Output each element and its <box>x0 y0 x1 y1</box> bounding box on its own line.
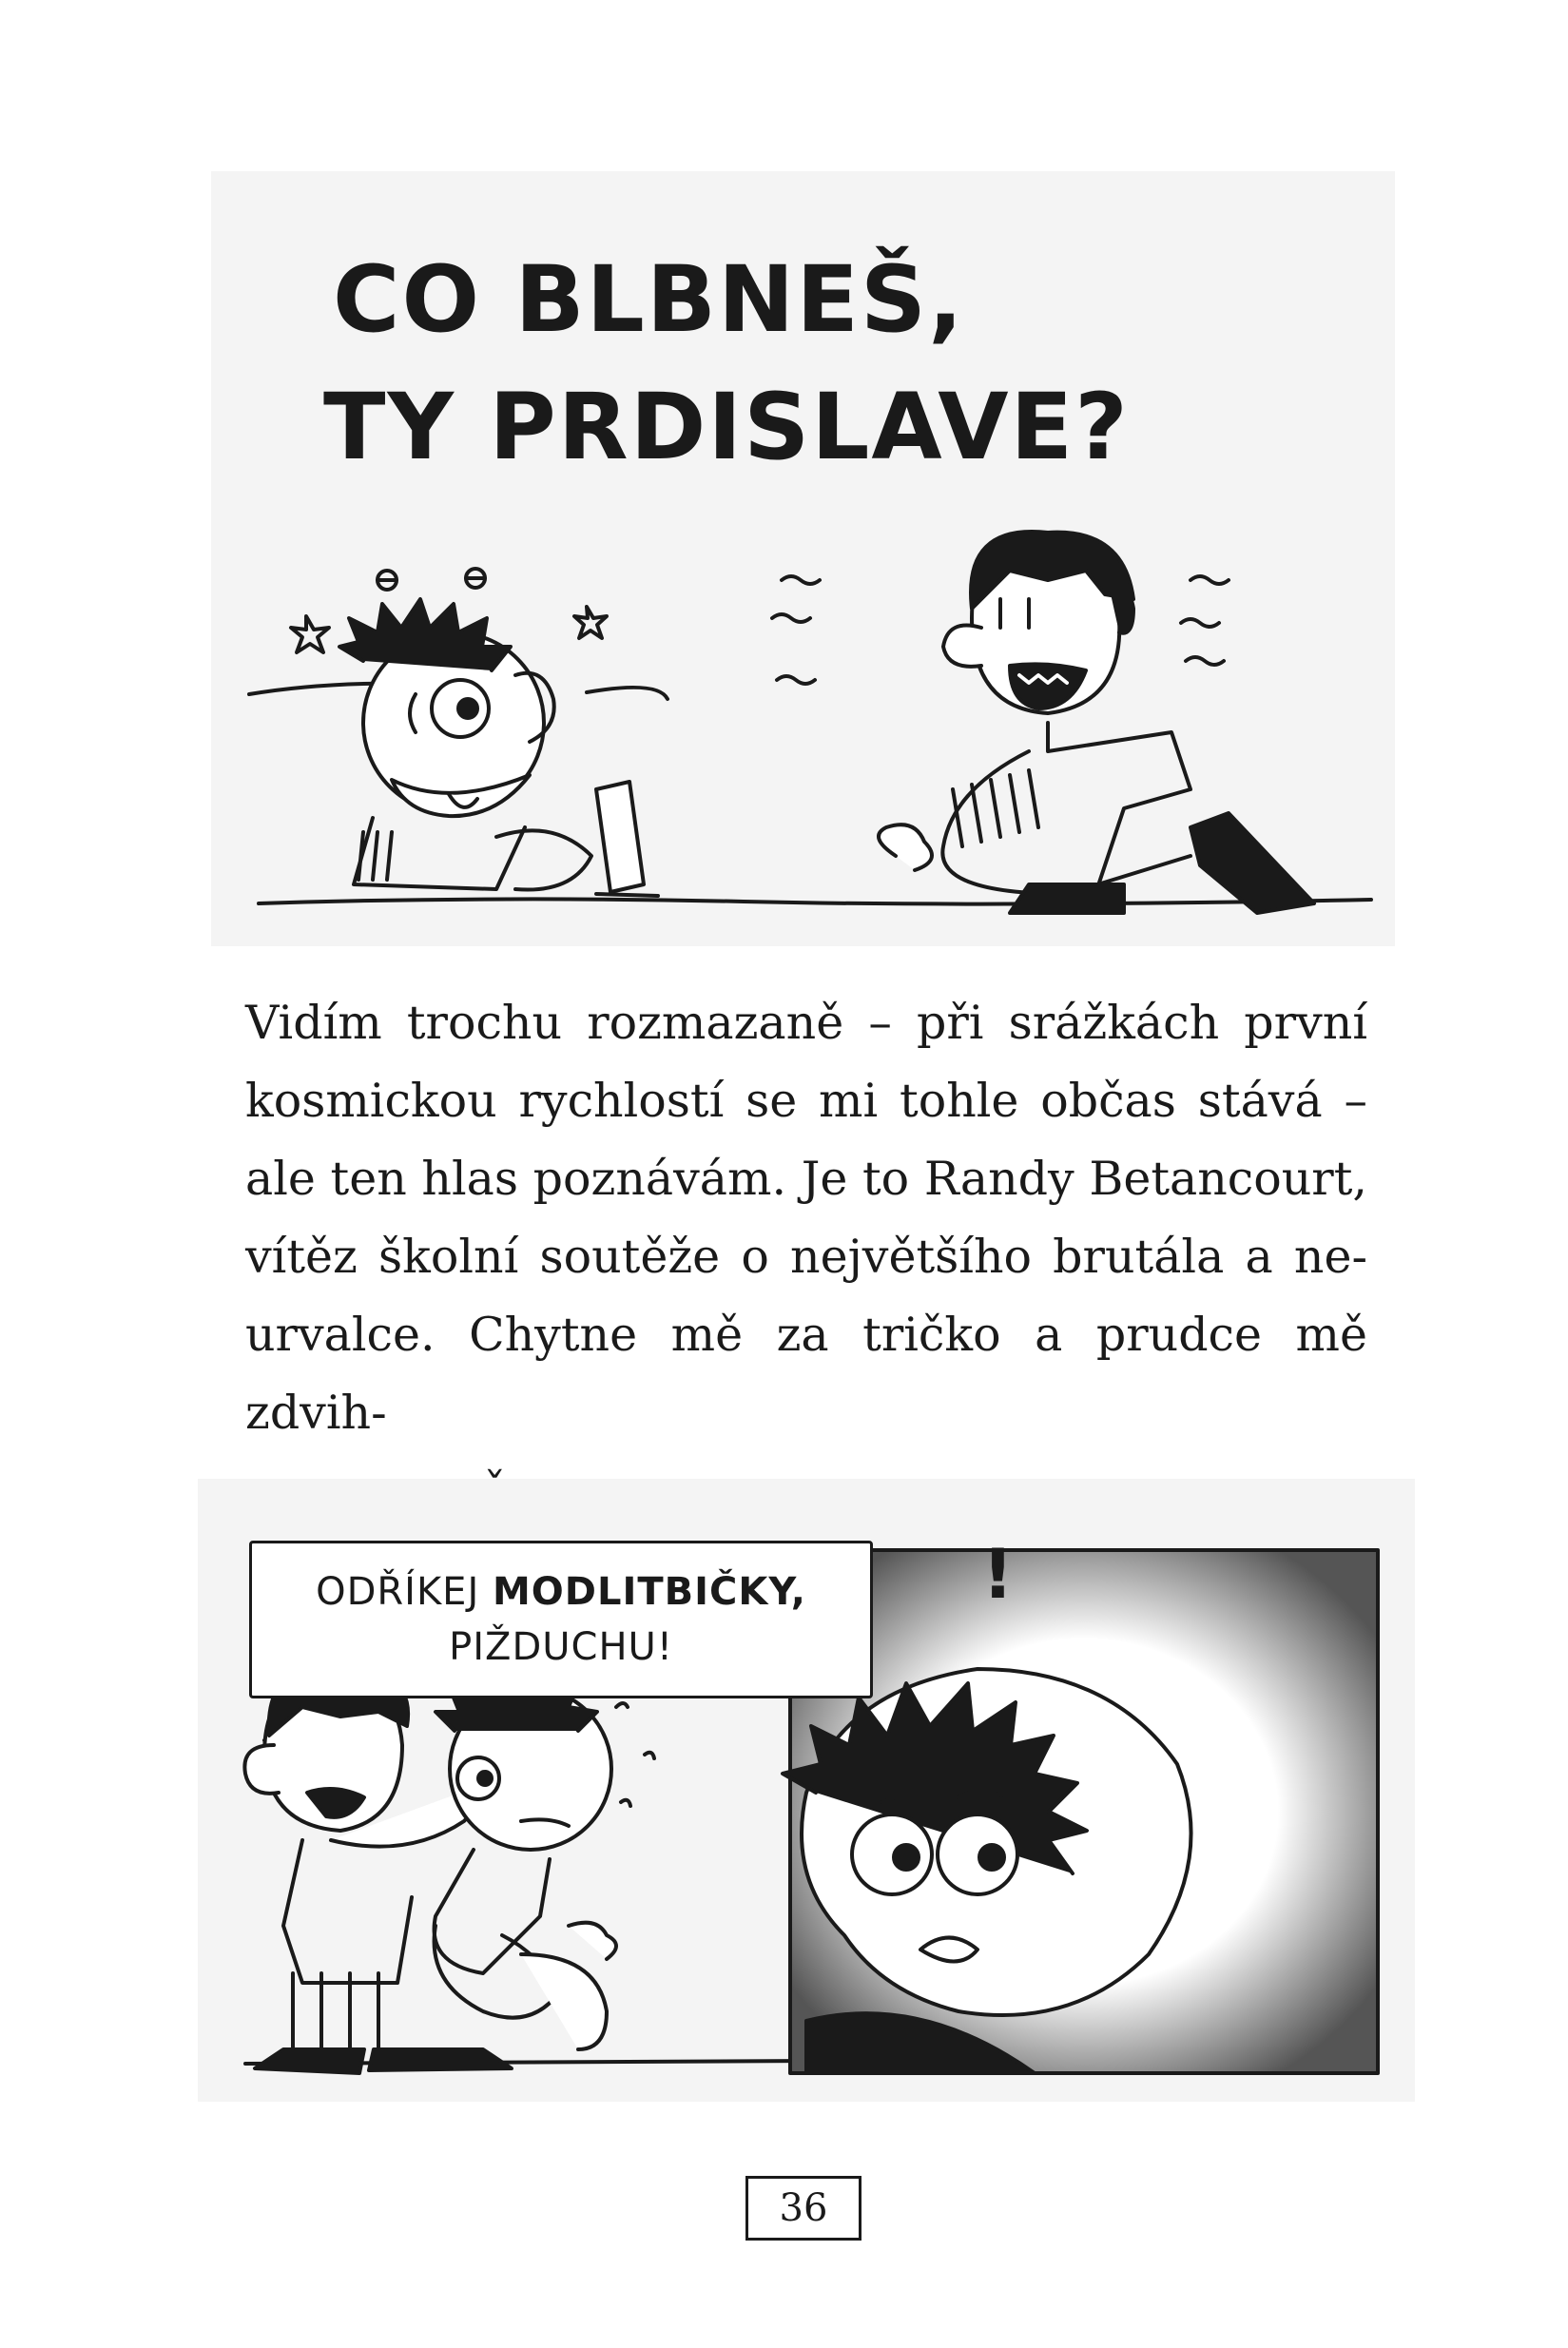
speech-bubble <box>249 1541 873 1698</box>
narrative-line: kosmickou rychlostí se mi tohle občas stává – <box>245 1074 1367 1128</box>
nate-lifted-figure <box>435 1664 654 2049</box>
narrative-line: vítěz školní soutěže o největšího brutála a ne- <box>245 1230 1367 1284</box>
narrative-line: urvalce. Chytne mě za tričko a prudce mě zdvih- <box>245 1308 1367 1440</box>
bubble-line-2: PIŽDUCHU! <box>449 1625 673 1669</box>
ground-line <box>259 899 1371 903</box>
bubble-line-1-start: ODŘÍKEJ <box>316 1570 493 1614</box>
shout-line-1: CO BLBNEŠ, <box>333 246 965 353</box>
shout-text <box>323 236 1130 491</box>
randy-figure <box>772 532 1314 913</box>
narrative-line: ale ten hlas poznávám. Je to Randy Betancourt, <box>245 1152 1367 1206</box>
narrative-paragraph <box>245 984 1367 1530</box>
exclamation-mark: ! <box>982 1534 1014 1614</box>
bubble-emphasis: MODLITBIČKY, <box>492 1570 806 1614</box>
page-number: 36 <box>745 2176 861 2241</box>
narrative-line: Vidím trochu rozmazaně – při srážkách první <box>245 996 1367 1050</box>
speech-bubble-text <box>252 1564 870 1675</box>
dizzy-boy-figure <box>249 569 668 896</box>
top-comic-art <box>211 504 1395 946</box>
shout-line-2: TY PRDISLAVE? <box>323 374 1130 480</box>
